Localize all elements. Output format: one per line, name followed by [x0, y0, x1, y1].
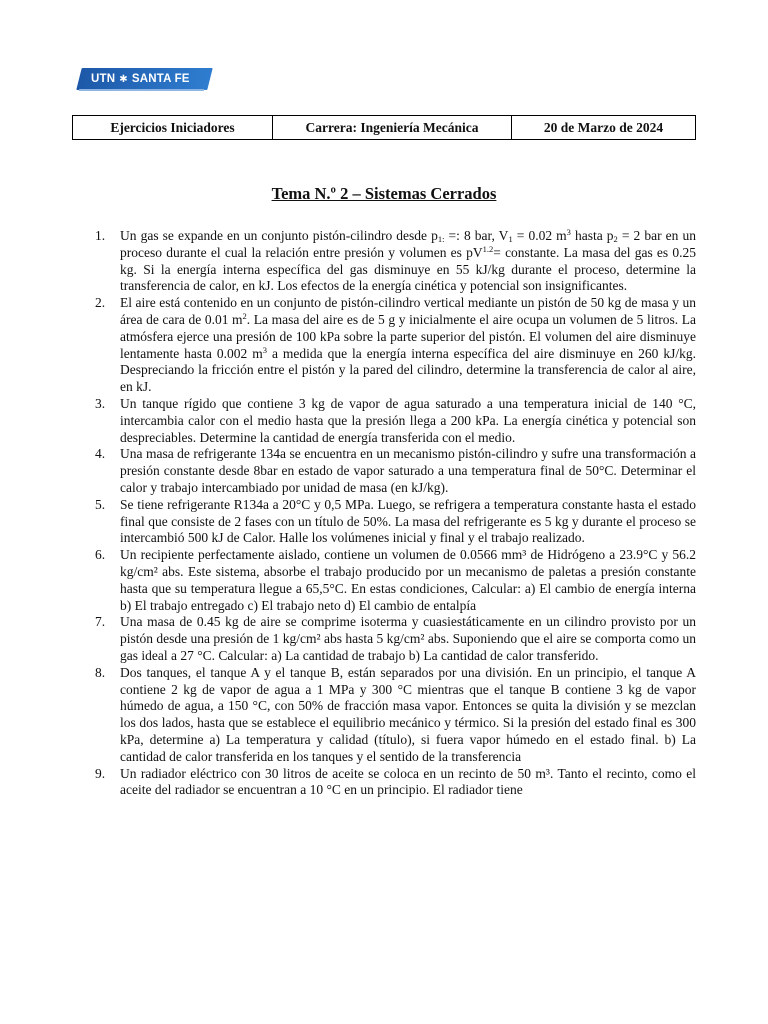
- problem-number: 3.: [95, 395, 106, 411]
- logo-mark-icon: ✱: [119, 73, 128, 85]
- problem-item: [95, 665, 696, 766]
- header-cell-career: Carrera: Ingeniería Mecánica: [273, 116, 512, 139]
- problem-text: Se tiene refrigerante R134a a 20°C y 0,5 MPa. Luego, se refrigera a temperatura constante hasta el estado final que consiste de 2 fases con un título de 50%. La masa del refrigerante es 5 kg y durante el proceso se intercambió 500 kJ de Calor. Halle los volúmenes inicial y final y el trabajo realizado.: [120, 496, 696, 546]
- problem-text: Un recipiente perfectamente aislado, contiene un volumen de 0.0566 mm³ de Hidrógeno a 23.9°C y 56.2 kg/cm² abs. Este sistema, absorbe el trabajo producido por un mecanismo de paletas a presión constante hasta que su temperatura llegue a 65,5°C. En estas condiciones, Calcular: a) El cambio de energía interna b) El trabajo entregado c) El trabajo neto d) El cambio de entalpía: [120, 547, 696, 613]
- logo-santa-fe: SANTA FE: [131, 73, 190, 85]
- problem-list: [95, 228, 696, 799]
- utn-santa-fe-logo: [79, 68, 210, 90]
- problem-item: [95, 228, 696, 295]
- problem-number: 1.: [95, 228, 106, 243]
- problem-text: Un radiador eléctrico con 30 litros de aceite se coloca en un recinto de 50 m³. Tanto el recinto, como el aceite del radiador se encuentran a 10 °C en un principio. El radiador tiene: [120, 765, 696, 798]
- page-title: Tema N.º 2 – Sistemas Cerrados: [271, 184, 497, 203]
- problem-item: [95, 497, 696, 547]
- problem-text: Una masa de 0.45 kg de aire se comprime isoterma y cuasiestáticamente en un cilindro provisto por un pistón desde una presión de 1 kg/cm² abs hasta 5 kg/cm² abs. Suponiendo que el aire se comporta como un gas ideal a 27 °C. Calcular: a) La cantidad de trabajo b) La cantidad de calor transferido.: [120, 614, 696, 663]
- logo-utn: UTN: [91, 73, 116, 85]
- problem-text: Un tanque rígido que contiene 3 kg de vapor de agua saturado a una temperatura inicial de 140 °C, intercambia calor con el medio hasta que la presión llega a 200 kPa. La energía cinética y potencial son despreciables. Determine la cantidad de energía transferida con el medio.: [120, 395, 696, 445]
- logo-text: [91, 73, 190, 85]
- problem-item: [95, 295, 696, 396]
- problem-number: 9.: [95, 765, 106, 781]
- problem-text: Un gas se expande en un conjunto pistón-cilindro desde $p_{1:}$ =: 8 bar, $V_1 = 0.02$ $m^3$ hasta $p_2 = 2$ bar en un proceso durante el cual la relación entre presión y volumen es $pV^{1.2}=$ constante. La masa del gas es 0.25 kg. Si la energía interna específica del gas disminuye en 55 kJ/kg durante el proceso, determine la transferencia de calor, en kJ. Los efectos de la energía cinética y potencial son insignificantes.: [120, 227, 696, 294]
- problem-number: 8.: [95, 664, 106, 680]
- problem-number: 7.: [95, 614, 106, 630]
- problem-item: [95, 547, 696, 614]
- header-cell-exercises: Ejercicios Iniciadores: [73, 116, 273, 139]
- problem-number: 6.: [95, 547, 106, 563]
- problem-number: 2.: [95, 295, 106, 311]
- problem-item: [95, 614, 696, 664]
- problem-item: [95, 396, 696, 446]
- problem-text: El aire está contenido en un conjunto de pistón-cilindro vertical mediante un pistón de 50 kg de masa y un área de cara de 0.01 $m^2$. La masa del aire es de 5 g y inicialmente el aire ocupa un volumen de 5 litros. La atmósfera ejerce una presión de 100 kPa sobre la parte superior del pistón. El volumen del aire disminuye lentamente hasta 0.002 $m^3$ a medida que la energía interna específica del aire disminuye en 260 kJ/kg. Despreciando la fricción entre el pistón y la pared del cilindro, determine la transferencia de calor al aire, en kJ.: [120, 295, 696, 395]
- problem-text: Una masa de refrigerante 134a se encuentra en un mecanismo pistón-cilindro y sufre una transformación a presión constante desde 8bar en estado de vapor saturado a una temperatura final de 50°C. Determinar el calor y trabajo intercambiado por unidad de masa (en kJ/kg).: [120, 446, 696, 495]
- problem-item: [95, 446, 696, 496]
- problem-item: [95, 766, 696, 800]
- logo-badge: [76, 68, 212, 90]
- problem-text: Dos tanques, el tanque A y el tanque B, están separados por una división. En un principio, el tanque A contiene 2 kg de vapor de agua a 1 MPa y 300 °C mientras que el tanque B contiene 3 kg de vapor húmedo de agua, a 150 °C, con 50% de fracción masa vapor. Entonces se quita la división y se mezclan los dos lados, hasta que se establece el equilibrio mecánico y térmico. Si la presión del estado final es 300 kPa, determine a) La temperatura y calidad (título), si fuera vapor húmedo en el estado final. b) La cantidad de calor transferida en los tanques y el sentido de la transferencia: [120, 664, 696, 764]
- header-cell-date: 20 de Marzo de 2024: [543, 119, 664, 135]
- header-table: [72, 115, 696, 140]
- problem-number: 4.: [95, 446, 106, 462]
- problem-number: 5.: [95, 496, 106, 512]
- logo-underline: [79, 89, 204, 91]
